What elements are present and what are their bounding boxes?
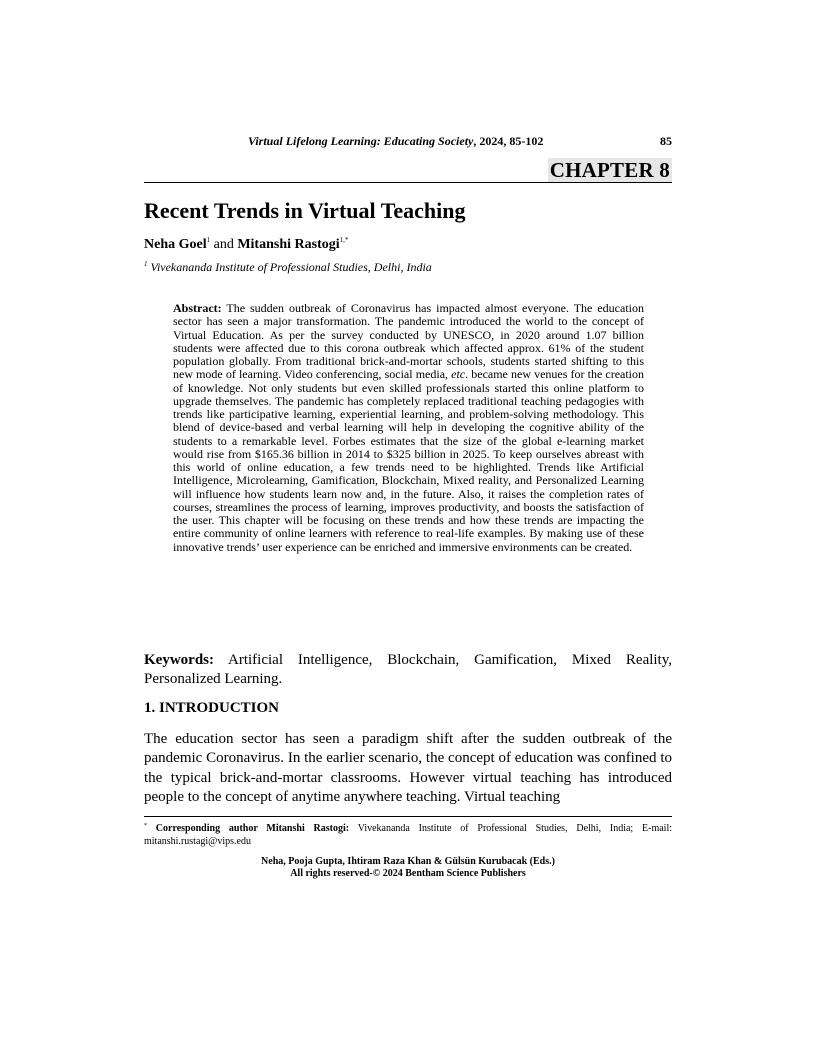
publisher-info <box>144 856 672 880</box>
author-line <box>144 236 348 253</box>
journal-citation <box>248 134 543 149</box>
keywords-text: Artificial Intelligence, Blockchain, Gamification, Mixed Reality, Personalized Learning. <box>144 652 672 687</box>
author-name: Neha Goel <box>144 237 207 252</box>
keywords <box>144 651 672 689</box>
rights-line: All rights reserved-© 2024 Bentham Science Publishers <box>290 868 526 879</box>
affiliation-superscript: 1 <box>144 260 148 268</box>
footnote-text: Vivekananda Institute of Professional Studies, Delhi, India; E-mail: mitanshi.rustagi@vips.edu <box>144 823 673 847</box>
chapter-label: CHAPTER 8 <box>549 158 670 182</box>
section-heading: 1. INTRODUCTION <box>144 700 280 716</box>
editors-line: Neha, Pooja Gupta, Ihtiram Raza Khan & Gülsün Kurubacak (Eds.) <box>261 856 555 867</box>
keywords-label: Keywords: <box>144 652 214 668</box>
abstract-text: The sudden outbreak of Coronavirus has impacted almost everyone. The education sector has seen a major transformation. The pandemic introduced the world to the concept of Virtual Education. As per the survey conducted by UNESCO, in 2020 around 1.07 billion students were affected due to this corona outbreak which affected approx. 61% of the student population globally. From traditional brick-and-mortar schools, students started shifting to this new mode of learning. Video conferencing, social media, <box>173 301 644 382</box>
page-number: 85 <box>660 134 672 148</box>
header-rule <box>144 182 672 183</box>
author-conjunction: and <box>210 237 238 252</box>
affiliation <box>144 260 432 275</box>
abstract-italic-etc: etc <box>451 367 466 382</box>
introduction-paragraph: The education sector has seen a paradigm shift after the sudden outbreak of the pandemic Coronavirus. In the earlier scenario, the concept of education was confined to the typical brick-and-mortar classrooms. However virtual teaching has introduced people to the concept of anytime anywhere teaching. Virtual teaching <box>144 731 672 805</box>
footnote-rule <box>144 816 672 817</box>
footnote <box>144 820 672 848</box>
abstract-label: Abstract: <box>173 301 222 315</box>
footnote-label: Corresponding author Mitanshi Rastogi: <box>147 823 350 834</box>
journal-name: Virtual Lifelong Learning: Educating Society <box>248 134 474 148</box>
footnote-marker: * <box>144 823 147 829</box>
affiliation-text: Vivekananda Institute of Professional Studies, Delhi, India <box>147 260 432 274</box>
journal-details: , 2024, 85-102 <box>473 134 544 148</box>
chapter-title: Recent Trends in Virtual Teaching <box>144 198 466 223</box>
abstract <box>173 302 644 554</box>
abstract-text: . became new venues for the creation of knowledge. Not only students but even skilled professionals started this online platform to upgrade themselves. The pandemic has completely replaced traditional teaching pedagogies with trends like participative learning, experiential learning, and problem-solving methodology. This blend of device-based and verbal learning will help in developing the cognitive ability of the students to a remarkable level. Forbes estimates that the size of the global e-learning market would rise from $165.36 billion in 2014 to $325 billion in 2025. To keep ourselves abreast with this world of online education, a few trends need to be highlighted. Trends like Artificial Intelligence, Microlearning, Gamification, Blockchain, Mixed reality, and Personalized Learning will influence how students learn now and, in the future. Also, it raises the completion rates of courses, streamlines the process of learning, improves productivity, and boosts the satisfaction of the user. This chapter will be focusing on these trends and how these trends are impacting the entire community of online learners with reference to real-life examples. By making use of these innovative trends’ user experience can be enriched and immersive environments can be created. <box>173 367 645 554</box>
author-superscript: 1 <box>206 236 211 244</box>
author-superscript: 1,* <box>339 236 349 244</box>
author-name: Mitanshi Rastogi <box>237 237 340 252</box>
